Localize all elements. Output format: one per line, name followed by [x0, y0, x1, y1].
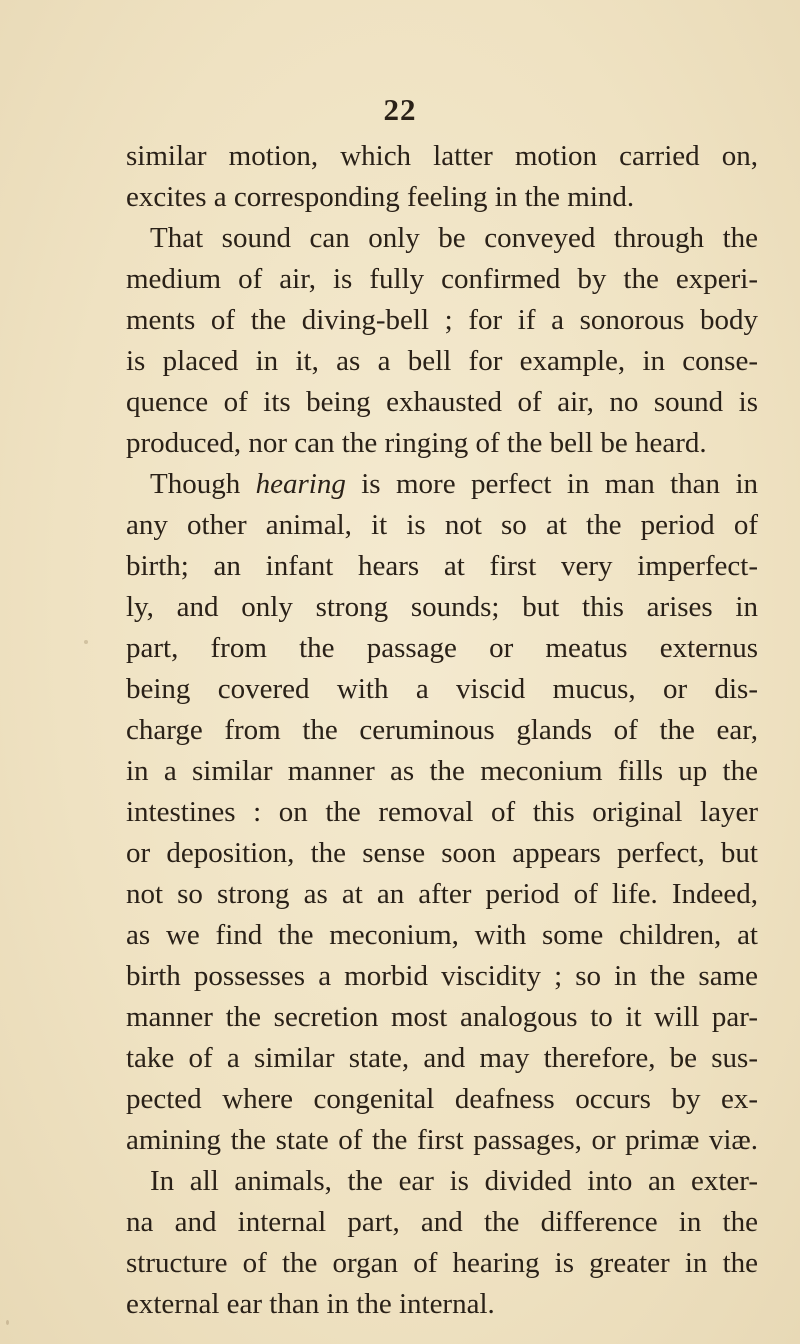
text-line: being covered with a viscid mucus, or dis-: [126, 673, 758, 705]
text-line: external ear than in the internal.: [126, 1288, 495, 1320]
text-line: is placed in it, as a bell for example, in conse-: [126, 345, 758, 377]
text-line: structure of the organ of hearing is greater in the: [126, 1247, 758, 1279]
text-line: charge from the ceruminous glands of the ear,: [126, 714, 758, 746]
text-line: quence of its being exhausted of air, no sound is: [126, 386, 758, 418]
paper-speck: [84, 640, 88, 644]
text-line: That sound can only be conveyed through the: [150, 222, 758, 254]
text-line: pected where congenital deafness occurs by ex-: [126, 1083, 758, 1115]
text-line: manner the secretion most analogous to it will par-: [126, 1001, 758, 1033]
text-line: or deposition, the sense soon appears perfect, but: [126, 837, 758, 869]
text-line: excites a corresponding feeling in the mind.: [126, 181, 635, 213]
text-line: Though hearing is more perfect in man than in: [150, 468, 759, 500]
text-line: amining the state of the first passages, or primæ viæ.: [126, 1124, 758, 1156]
text-line: birth possesses a morbid viscidity ; so in the same: [126, 960, 758, 992]
text-line: na and internal part, and the difference in the: [126, 1206, 758, 1238]
text-line: in a similar manner as the meconium fills up the: [126, 755, 758, 787]
italic-term: hearing: [255, 468, 346, 500]
text-line: any other animal, it is not so at the period of: [126, 509, 758, 541]
text-line: take of a similar state, and may therefore, be sus-: [126, 1042, 758, 1074]
text-line: birth; an infant hears at first very imperfect-: [126, 550, 758, 582]
page-number: 22: [383, 92, 417, 127]
text-line: ments of the diving-bell ; for if a sonorous body: [126, 304, 758, 336]
text-line: intestines : on the removal of this original layer: [126, 796, 758, 828]
text-line: medium of air, is fully confirmed by the experi-: [126, 263, 758, 295]
text-line: In all animals, the ear is divided into an exter-: [150, 1165, 758, 1197]
text-line: not so strong as at an after period of life. Indeed,: [126, 878, 758, 910]
paper-speck: [6, 1320, 9, 1325]
text-line: similar motion, which latter motion carried on,: [126, 140, 758, 172]
text-line: as we find the meconium, with some children, at: [126, 919, 758, 951]
text-line: part, from the passage or meatus externus: [126, 632, 758, 664]
text-line: produced, nor can the ringing of the bell be heard.: [126, 427, 707, 459]
text-line: ly, and only strong sounds; but this arises in: [126, 591, 758, 623]
body-text: [126, 136, 758, 1325]
